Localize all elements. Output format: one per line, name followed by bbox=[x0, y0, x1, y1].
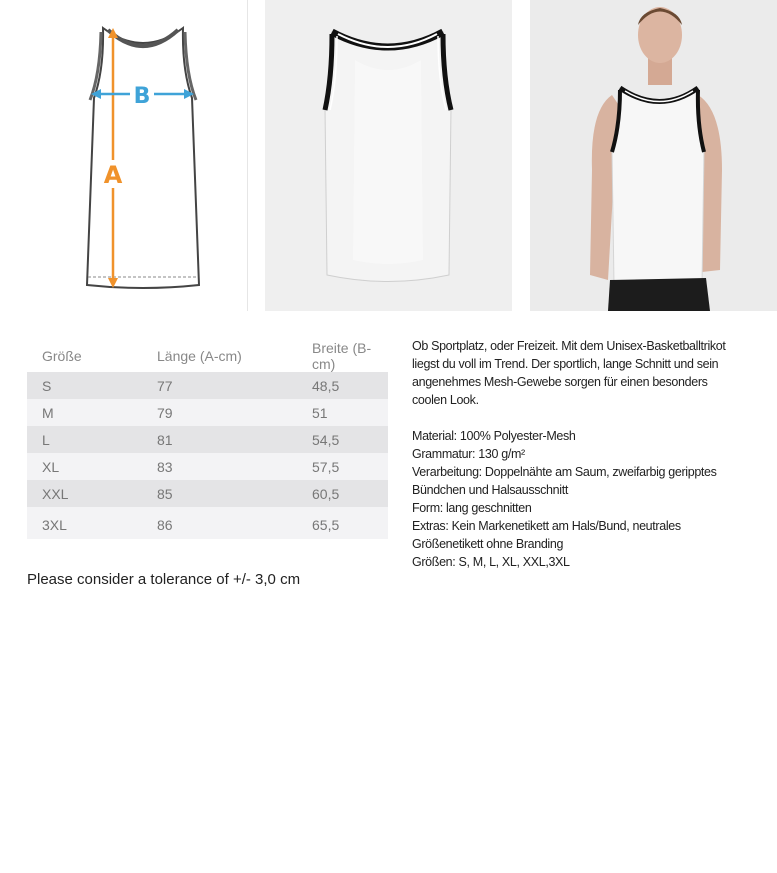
size-table bbox=[27, 340, 388, 539]
length-cell: 77 bbox=[142, 372, 297, 399]
spec-material: Material: 100% Polyester-Mesh bbox=[412, 429, 576, 443]
spec-sizes: Größen: S, M, L, XL, XXL,3XL bbox=[412, 555, 570, 569]
length-cell: 86 bbox=[142, 507, 297, 539]
table-row bbox=[27, 399, 388, 426]
table-row bbox=[27, 507, 388, 539]
size-cell: M bbox=[27, 399, 142, 426]
description-intro: Ob Sportplatz, oder Freizeit. Mit dem Unisex-Basketballtrikot liegst du voll im Trend. Der sportlich, lange Schnitt und sein angenehmes Mesh-Gewebe sorgen für einen besonders coolen Look. bbox=[412, 339, 726, 407]
product-description bbox=[412, 337, 742, 571]
size-cell: XL bbox=[27, 453, 142, 480]
length-cell: 81 bbox=[142, 426, 297, 453]
table-header-row bbox=[27, 340, 388, 372]
size-cell: S bbox=[27, 372, 142, 399]
length-cell: 79 bbox=[142, 399, 297, 426]
model-photo bbox=[530, 0, 777, 311]
length-cell: 83 bbox=[142, 453, 297, 480]
width-cell: 60,5 bbox=[297, 480, 388, 507]
table-row bbox=[27, 372, 388, 399]
table-row bbox=[27, 480, 388, 507]
spec-extras: Extras: Kein Markenetikett am Hals/Bund, neutrales Größenetikett ohne Branding bbox=[412, 519, 681, 551]
measure-label-b: B bbox=[133, 84, 151, 109]
tank-top-outline bbox=[87, 28, 199, 288]
tolerance-note: Please consider a tolerance of +/- 3,0 cm bbox=[27, 571, 301, 588]
size-cell: 3XL bbox=[27, 507, 142, 539]
width-cell: 65,5 bbox=[297, 507, 388, 539]
spec-finish: Verarbeitung: Doppelnähte am Saum, zweifarbig geripptes Bündchen und Halsausschnitt bbox=[412, 465, 717, 497]
size-cell: XXL bbox=[27, 480, 142, 507]
size-diagram-image bbox=[0, 0, 248, 311]
width-cell: 48,5 bbox=[297, 372, 388, 399]
width-cell: 54,5 bbox=[297, 426, 388, 453]
spec-fit: Form: lang geschnitten bbox=[412, 501, 532, 515]
measure-label-a: A bbox=[103, 161, 123, 189]
table-row bbox=[27, 453, 388, 480]
column-header-length: Länge (A-cm) bbox=[142, 340, 297, 372]
length-cell: 85 bbox=[142, 480, 297, 507]
size-cell: L bbox=[27, 426, 142, 453]
column-header-size: Größe bbox=[27, 340, 142, 372]
spec-weight: Grammatur: 130 g/m² bbox=[412, 447, 525, 461]
table-row bbox=[27, 426, 388, 453]
width-cell: 57,5 bbox=[297, 453, 388, 480]
width-cell: 51 bbox=[297, 399, 388, 426]
product-photo bbox=[265, 0, 512, 311]
column-header-width: Breite (B-cm) bbox=[297, 340, 388, 372]
